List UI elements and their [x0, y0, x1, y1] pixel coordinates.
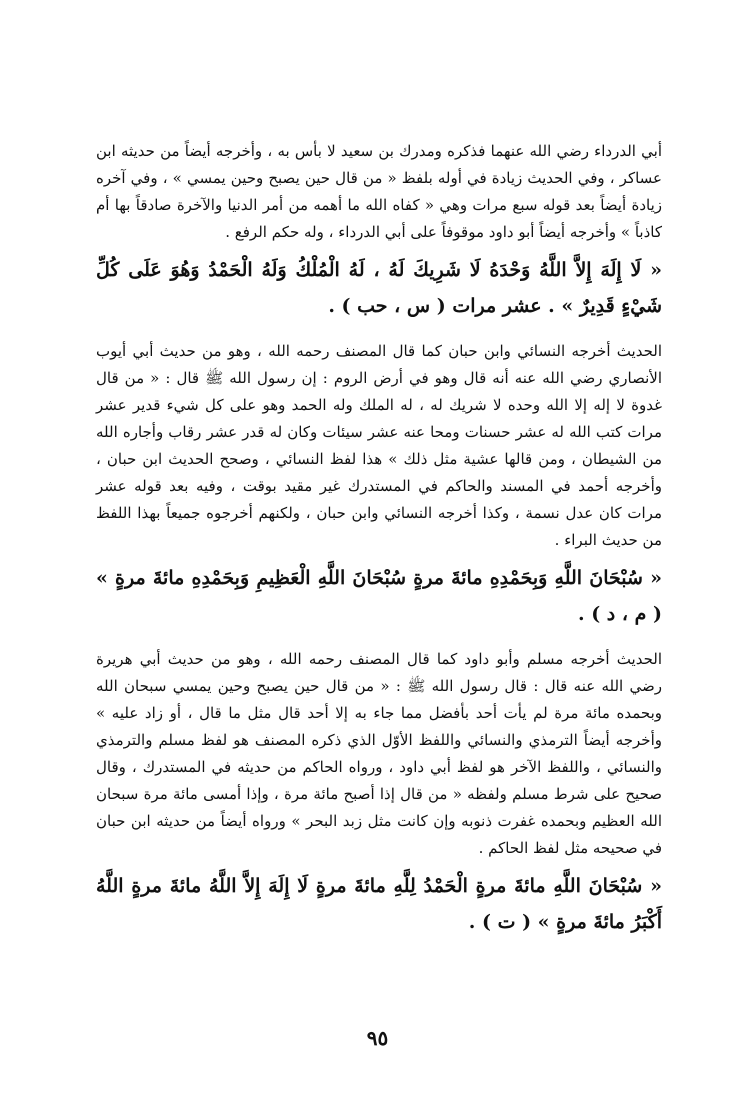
hadith-text-2: « سُبْحَانَ اللَّهِ وَبِحَمْدِهِ مائةَ مرةٍ سُبْحَانَ اللَّهِ الْعَظِيمِ وَبِحَمْدِهِ مائةَ مرةٍ » ( م ، د ) . [96, 567, 662, 625]
hadith-text-3: « سُبْحَانَ اللَّهِ مائةَ مرةٍ الْحَمْدُ لِلَّهِ مائةَ مرةٍ لَا إِلَهَ إِلاَّ اللَّهُ مائةَ مرةٍ اللَّهُ أَكْبَرُ مائةَ مرةٍ » ( ت ) . [96, 875, 662, 933]
hadith-text-1: « لَا إِلَهَ إِلاَّ اللَّهُ وَحْدَهُ لَا شَرِيكَ لَهُ ، لَهُ الْمُلْكُ وَلَهُ الْحَمْدُ وَهُوَ عَلَى كُلِّ شَيْءٍ قَدِيرٌ » . عشر مرات ( س ، حب ) . [96, 259, 662, 317]
page-body [96, 138, 662, 944]
paragraph-1: أبي الدرداء رضي الله عنهما فذكره ومدرك بن سعيد لا بأس به ، وأخرجه أيضاً من حديثه ابن عساكر ، وفي الحديث زيادة في أوله بلفظ « من قال حين يصبح وحين يمسي » ، وفي آخره زيادة أيضاً بعد قوله سبع مرات وهي « كفاه الله ما أهمه من أمر الدنيا والآخرة صادقاً بها أم كاذباً » وأخرجه أيضاً أبو داود موقوفاً على أبي الدرداء ، وله حكم الرفع . [96, 142, 662, 241]
paragraph-3: الحديث أخرجه مسلم وأبو داود كما قال المصنف رحمه الله ، وهو من حديث أبي هريرة رضي الله عنه قال : قال رسول الله ﷺ : « من قال حين يصبح وحين يمسي سبحان الله وبحمده مائة مرة لم يأت أحد بأفضل مما جاء به إلا أحد قال مثل ما قال ، أو زاد عليه » وأخرجه أيضاً الترمذي والنسائي واللفظ الأوّل الذي ذكره المصنف هو لفظ مسلم والترمذي والنسائي ، واللفظ الآخر هو لفظ أبي داود ، ورواه الحاكم من حديثه في المستدرك ، وقال صحيح على شرط مسلم ولفظه « من قال إذا أصبح مائة مرة ، وإذا أمسى مائة مرة سبحان الله العظيم وبحمده غفرت ذنوبه وإن كانت مثل زبد البحر » ورواه أيضاً من حديثه ابن حبان في صحيحه مثل لفظ الحاكم . [96, 650, 662, 857]
paragraph-2: الحديث أخرجه النسائي وابن حبان كما قال المصنف رحمه الله ، وهو من حديث أبي أيوب الأنصاري رضي الله عنه أنه قال وهو في أرض الروم : إن رسول الله ﷺ قال : « من قال غدوة لا إله إلا الله وحده لا شريك له ، له الملك وله الحمد وهو على كل شيء قدير عشر مرات كتب الله له عشر حسنات ومحا عنه عشر سيئات وكان له قدر عشر رقاب وأجاره الله من الشيطان ، ومن قالها عشية مثل ذلك » هذا لفظ النسائي ، وصحح الحديث ابن حبان ، وأخرجه أحمد في المسند والحاكم في المستدرك غير مقيد بوقت ، وفيه بعد قوله عشر مرات كان عدل نسمة ، وكذا أخرجه النسائي وابن حبان ، ولكنهم أخرجوه جميعاً بهذا اللفظ من حديث البراء . [96, 342, 662, 549]
page-number: ٩٥ [366, 1026, 389, 1050]
